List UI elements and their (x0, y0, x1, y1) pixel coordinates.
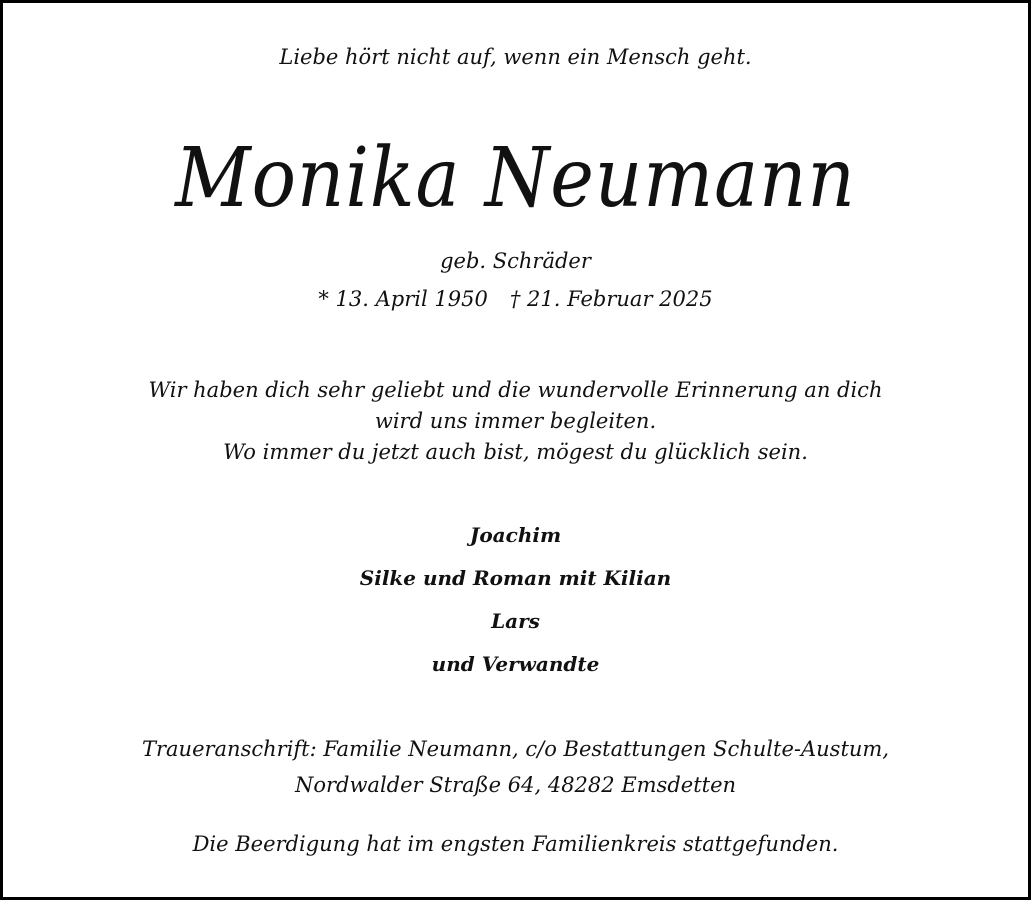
mourner-name: und Verwandte (431, 652, 600, 676)
address-line: Nordwalder Straße 64, 48282 Emsdetten (294, 773, 737, 797)
life-dates (3, 287, 1028, 311)
verse-line: Wo immer du jetzt auch bist, mögest du glücklich sein. (223, 440, 808, 464)
birth-date: * 13. April 1950 (318, 287, 488, 311)
verse-line: wird uns immer begleiten. (374, 409, 657, 433)
mourner-name: Lars (491, 609, 540, 633)
mourner-name: Silke und Roman mit Kilian (359, 566, 672, 590)
funeral-note: Die Beerdigung hat im engsten Familienkreis stattgefunden. (192, 832, 839, 856)
motto: Liebe hört nicht auf, wenn ein Mensch geht. (279, 45, 752, 69)
mourners-list (3, 514, 1028, 686)
mourning-address (3, 731, 1028, 803)
deceased-name: Monika Neumann (175, 131, 856, 226)
verse-line: Wir haben dich sehr geliebt und die wundervolle Erinnerung an dich (148, 378, 883, 402)
memorial-verse (3, 375, 1028, 468)
death-date: † 21. Februar 2025 (509, 287, 713, 311)
mourner-name: Joachim (469, 523, 562, 547)
maiden-name: geb. Schräder (440, 249, 591, 273)
address-line: Traueranschrift: Familie Neumann, c/o Bestattungen Schulte-Austum, (141, 737, 890, 761)
